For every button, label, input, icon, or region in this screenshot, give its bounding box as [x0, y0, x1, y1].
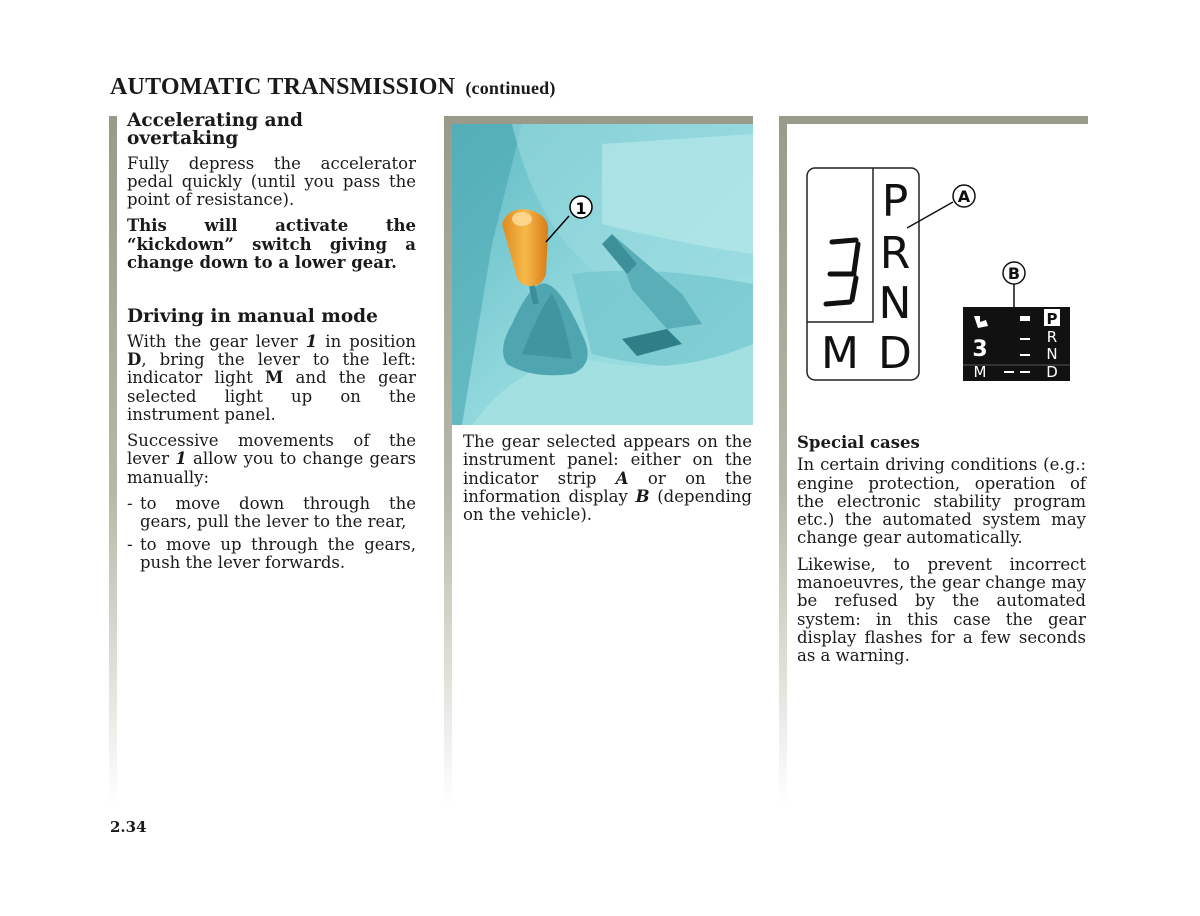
page-title: AUTOMATIC TRANSMISSION (continued)	[110, 74, 556, 100]
callout-b: B	[1007, 264, 1021, 283]
para-special-2: Likewise, to prevent incorrect manoeuvres, the gear change may be refused by the automated system: in this case the gear display flashes for a few seconds as a warning.	[797, 554, 1086, 666]
callout-a: A	[957, 187, 971, 206]
gear-lever-photo	[452, 124, 753, 425]
strip-letter-d: D	[878, 328, 912, 379]
column-bar-3	[779, 116, 1088, 124]
title-continued: (continued)	[465, 78, 556, 98]
display-letter-d: D	[1046, 363, 1058, 381]
strip-letter-m: M	[821, 328, 859, 379]
strip-letter-n: N	[878, 278, 912, 329]
para-manual-mode: With the gear lever 1 in position D, bring the lever to the left: indicator light M and the gear selected light up on the instrument panel.	[127, 331, 416, 424]
display-gear: 3	[972, 337, 988, 362]
photo-callout: 1	[575, 199, 587, 218]
para-special-1: In certain driving conditions (e.g.: engine protection, operation of the electronic stability program etc.) the automated system may change gear automatically.	[797, 455, 1086, 548]
heading-manual-mode: Driving in manual mode	[127, 306, 378, 328]
page-number: 2.34	[110, 818, 147, 836]
para-gear-selected: The gear selected appears on the instrument panel: either on the indicator strip A or on the information display B (depending on the vehicle).	[463, 432, 753, 525]
display-letter-r: R	[1046, 328, 1058, 346]
column-rule-3	[779, 116, 787, 806]
column-rule-1	[109, 116, 117, 806]
strip-letter-r: R	[879, 228, 911, 279]
column-3	[797, 434, 1086, 674]
para-accelerator: Fully depress the accelerator pedal quickly (until you pass the point of resistance).	[127, 153, 416, 210]
information-display-diagram	[960, 258, 1075, 386]
list-item: - to move down through the gears, pull the lever to the rear,	[127, 494, 416, 532]
para-successive: Successive movements of the lever 1 allow you to change gears manually:	[127, 431, 417, 487]
para-kickdown: This will activate the “kickdown” switch giving a change down to a lower gear.	[127, 216, 416, 273]
display-letter-m: M	[973, 363, 987, 381]
list-item: - to move up through the gears, push the lever forwards.	[127, 534, 416, 572]
heading-special-cases: Special cases	[797, 433, 920, 452]
column-2	[463, 433, 752, 532]
column-1	[127, 112, 416, 576]
column-rule-2	[444, 116, 452, 806]
heading-accelerating: Accelerating and overtaking	[127, 110, 303, 150]
display-letter-p: P	[1046, 310, 1058, 328]
display-letter-n: N	[1046, 345, 1058, 363]
column-bar-2	[444, 116, 753, 124]
strip-letter-p: P	[881, 176, 909, 227]
